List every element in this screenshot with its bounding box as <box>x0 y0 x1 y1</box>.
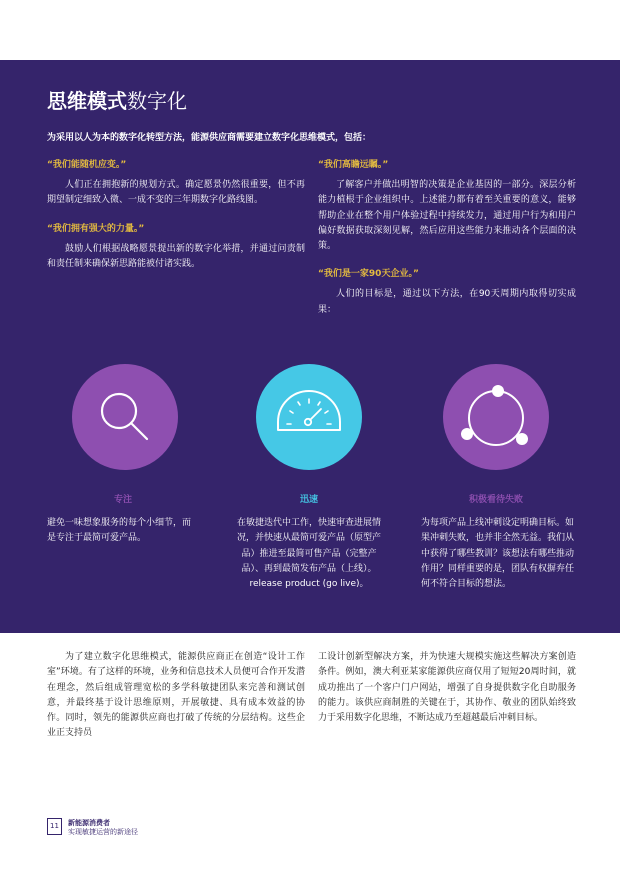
title-light: 数字化 <box>127 89 187 113</box>
gauge-icon <box>256 364 362 470</box>
quote-paragraph: 鼓励人们根据战略愿景提出新的数字化举措，并通过问责制和责任制来确保新思路能被付诸实践。 <box>47 243 305 269</box>
quote-heading: “我们是一家90天企业。” <box>318 269 419 280</box>
footer-title: 新能源消费者 <box>68 819 110 827</box>
page-top-margin <box>0 0 620 60</box>
feature-text-speed: 在敏捷迭代中工作，快速审查进展情况，并快速从最简可爱产品（原型产品）推进至最简可售产品（完整产品）、再到最简发布产品（上线）。release product (go live)。 <box>236 518 381 590</box>
quote-heading: “我们拥有强大的力量。” <box>47 223 145 234</box>
body-text-left: 为了建立数字化思维模式，能源供应商正在创造“设计工作室”环境。有了这样的环境，业务和信息技术人员便可合作开发潜在理念，然后组成管理宽松的多学科敏捷团队来完善和测试创意，并最终基于设计思维原则，开展敏捷、具有成本效益的协作。同时，领先的能源供应商也打破了传统的分层结构。这些企业正支持员 <box>47 652 305 739</box>
quote-heading: “我们高瞻远瞩。” <box>318 160 389 170</box>
left-column <box>47 158 305 285</box>
quote-paragraph: 人们的目标是，通过以下方法，在90天周期内取得切实成果： <box>318 289 576 315</box>
quote-paragraph: 人们正在拥抱新的规划方式。确定愿景仍然很重要，但不再期望制定细致入微、一成不变的三年期数字化路线图。 <box>47 180 305 206</box>
feature-label-focus: 专注 <box>113 495 132 505</box>
focus-circle <box>72 364 178 470</box>
failure-circle <box>443 364 549 470</box>
page-title <box>47 88 187 114</box>
intro-text: 为采用以人为本的数字化转型方法，能源供应商需要建立数字化思维模式，包括： <box>47 133 372 143</box>
title-bold: 思维模式 <box>47 89 127 113</box>
quote-paragraph: 了解客户并做出明智的决策是企业基因的一部分。深层分析能力植根于企业组织中。上述能力都有着至关重要的意义，能够帮助企业在整个用户体验过程中持续发力，通过用户行为和用户偏好数据获取深刻见解，然后应用这些能力来推动各个层面的决策。 <box>318 180 576 252</box>
feature-text-failure: 为每项产品上线冲刺设定明确目标。如果冲刺失败，也并非全然无益。我们从中获得了哪些教训？该想法有哪些推动作用？同样重要的是，团队有权摒弃任何不符合目标的想法。 <box>421 518 575 590</box>
speed-circle <box>256 364 362 470</box>
quote-heading: “我们能随机应变。” <box>47 160 127 170</box>
mindset-panel <box>0 60 620 633</box>
footer-subtitle: 实现敏捷运营的新途径 <box>68 828 138 836</box>
magnifier-icon <box>72 364 178 470</box>
feature-text-focus: 避免一味想象服务的每个小细节，而是专注于最简可爱产品。 <box>47 518 192 544</box>
cycle-icon <box>443 364 549 470</box>
feature-label-failure: 积极看待失败 <box>468 495 523 505</box>
feature-label-speed: 迅速 <box>299 495 318 505</box>
body-text-right: 工设计创新型解决方案，并为快速大规模实施这些解决方案创造条件。例如，澳大利亚某家能源供应商仅用了短短20周时间，就成功推出了一个客户门户网站，增强了自身提供数字化自助服务的能力。该供应商制胜的关键在于，其协作、敬业的团队始终致力于采用数字化思维，不断达成乃至超越最后冲刺目标。 <box>318 652 576 724</box>
page-number: 11 <box>47 818 62 835</box>
right-column <box>318 158 576 331</box>
